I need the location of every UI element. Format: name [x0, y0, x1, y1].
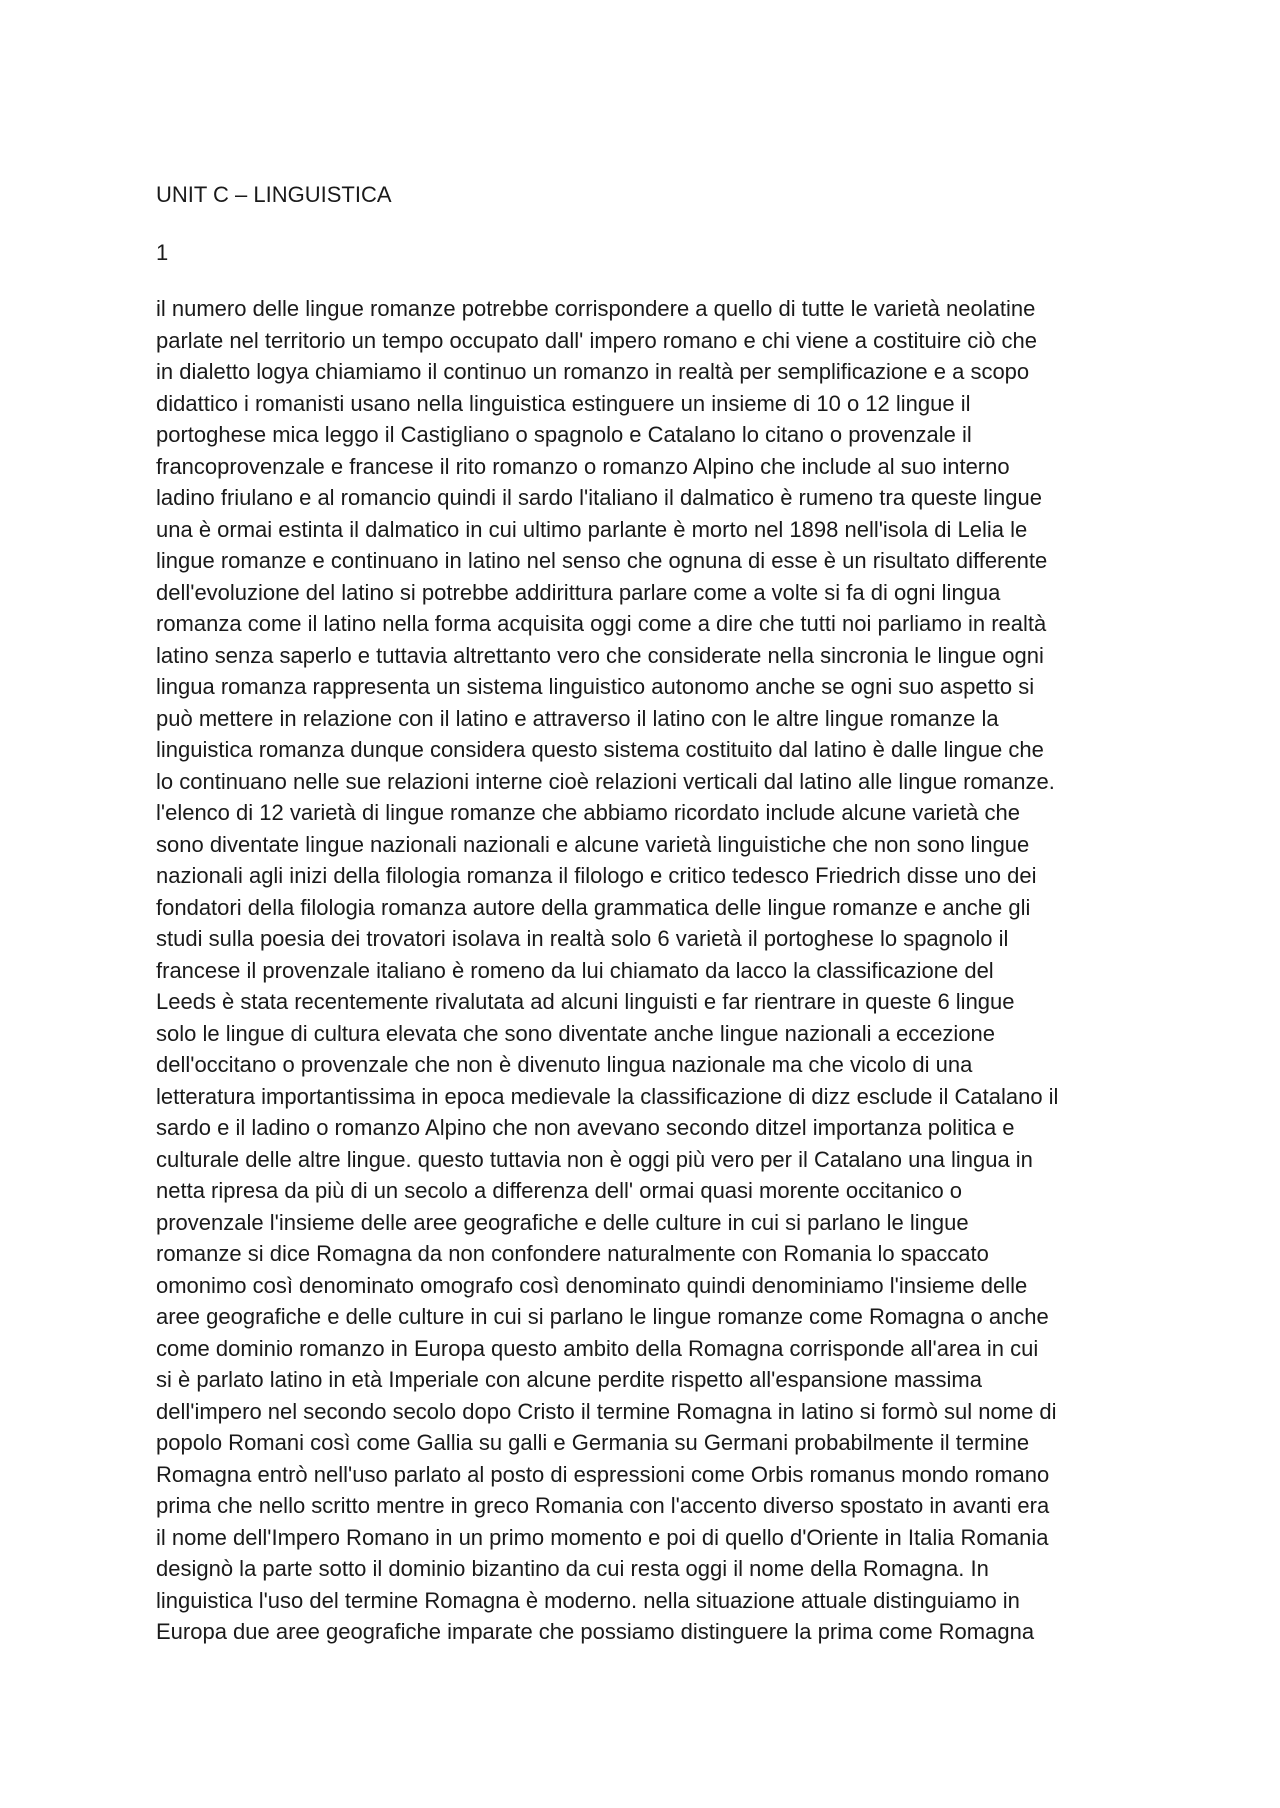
text-line: fondatori della filologia romanza autore della grammatica delle lingue romanze e anche gli	[156, 894, 1031, 920]
text-line: francoprovenzale e francese il rito romanzo o romanzo Alpino che include al suo interno	[156, 453, 1010, 479]
text-line: Romagna entrò nell'uso parlato al posto di espressioni come Orbis romanus mondo romano	[156, 1461, 1050, 1487]
text-line: il numero delle lingue romanze potrebbe corrispondere a quello di tutte le varietà neolatine	[156, 296, 1036, 321]
text-line: solo le lingue di cultura elevata che sono diventate anche lingue nazionali a eccezione	[156, 1020, 996, 1046]
page-number: 1	[156, 240, 169, 265]
text-line: designò la parte sotto il dominio bizantino da cui resta oggi il nome della Romagna. In	[156, 1556, 989, 1581]
text-line: il nome dell'Impero Romano in un primo momento e poi di quello d'Oriente in Italia Romania	[156, 1524, 1049, 1550]
document-title: UNIT C – LINGUISTICA	[156, 182, 392, 207]
text-line: l'elenco di 12 varietà di lingue romanze che abbiamo ricordato include alcune varietà che	[156, 800, 1020, 825]
text-line: Europa due aree geografiche imparate che possiamo distinguere la prima come Romagna	[156, 1619, 1035, 1644]
text-line: didattico i romanisti usano nella linguistica estinguere un insieme di 10 o 12 lingue il	[156, 390, 971, 416]
text-line: linguistica romanza dunque considera questo sistema costituito dal latino è dalle lingue che	[156, 737, 1044, 762]
text-line: francese il provenzale italiano è romeno da lui chiamato da lacco la classificazione del	[156, 957, 994, 983]
text-line: prima che nello scritto mentre in greco Romania con l'accento diverso spostato in avanti era	[156, 1493, 1050, 1518]
text-line: nazionali agli inizi della filologia romanza il filologo e critico tedesco Friedrich disse uno dei	[156, 863, 1037, 888]
text-line: Leeds è stata recentemente rivalutata ad alcuni linguisti e far rientrare in queste 6 lingue	[156, 989, 1015, 1014]
text-line: sardo e il ladino o romanzo Alpino che non avevano secondo ditzel importanza politica e	[156, 1115, 1015, 1140]
text-line: ladino friulano e al romancio quindi il sardo l'italiano il dalmatico è rumeno tra queste lingue	[156, 485, 1042, 510]
body-text	[156, 293, 1146, 1648]
text-line: lingua romanza rappresenta un sistema linguistico autonomo anche se ogni suo aspetto si	[156, 674, 1035, 699]
text-line: lo continuano nelle sue relazioni interne cioè relazioni verticali dal latino alle lingue romanze.	[156, 768, 1055, 794]
text-line: dell'occitano o provenzale che non è divenuto lingua nazionale ma che vicolo di una	[156, 1052, 973, 1077]
text-line: provenzale l'insieme delle aree geografiche e delle culture in cui si parlano le lingue	[156, 1209, 969, 1235]
text-line: come dominio romanzo in Europa questo ambito della Romagna corrisponde all'area in cui	[156, 1335, 1039, 1361]
text-line: aree geografiche e delle culture in cui si parlano le lingue romanze come Romagna o anche	[156, 1304, 1049, 1329]
text-line: letteratura importantissima in epoca medievale la classificazione di dizz esclude il Catalano il	[156, 1083, 1059, 1109]
text-line: dell'impero nel secondo secolo dopo Cristo il termine Romagna in latino si formò sul nome di	[156, 1398, 1057, 1424]
text-line: in dialetto logya chiamiamo il continuo un romanzo in realtà per semplificazione e a scopo	[156, 359, 1030, 384]
text-line: romanze si dice Romagna da non confondere naturalmente con Romania lo spaccato	[156, 1241, 989, 1266]
text-line: linguistica l'uso del termine Romagna è moderno. nella situazione attuale distinguiamo in	[156, 1587, 1020, 1613]
text-line: portoghese mica leggo il Castigliano o spagnolo e Catalano lo citano o provenzale il	[156, 422, 972, 447]
text-line: può mettere in relazione con il latino e attraverso il latino con le altre lingue romanze la	[156, 705, 999, 731]
text-line: popolo Romani così come Gallia su galli e Germania su Germani probabilmente il termine	[156, 1430, 1030, 1455]
text-line: romanza come il latino nella forma acquisita oggi come a dire che tutti noi parliamo in realtà	[156, 611, 1047, 636]
text-line: studi sulla poesia dei trovatori isolava in realtà solo 6 varietà il portoghese lo spagnolo il	[156, 926, 1009, 951]
text-line: dell'evoluzione del latino si potrebbe addirittura parlare come a volte si fa di ogni lingua	[156, 579, 1001, 605]
text-line: lingue romanze e continuano in latino nel senso che ognuna di esse è un risultato differente	[156, 548, 1048, 573]
text-line: si è parlato latino in età Imperiale con alcune perdite rispetto all'espansione massima	[156, 1367, 982, 1392]
text-line: parlate nel territorio un tempo occupato dall' impero romano e chi viene a costituire ciò che	[156, 327, 1037, 353]
text-line: latino senza saperlo e tuttavia altrettanto vero che considerate nella sincronia le lingue ogni	[156, 642, 1044, 668]
text-line: sono diventate lingue nazionali nazionali e alcune varietà linguistiche che non sono lingue	[156, 831, 1030, 857]
text-line: omonimo così denominato omografo così denominato quindi denominiamo l'insieme delle	[156, 1272, 1028, 1298]
text-line: netta ripresa da più di un secolo a differenza dell' ormai quasi morente occitanico o	[156, 1178, 963, 1203]
text-line: culturale delle altre lingue. questo tuttavia non è oggi più vero per il Catalano una lingua in	[156, 1146, 1033, 1172]
text-line: una è ormai estinta il dalmatico in cui ultimo parlante è morto nel 1898 nell'isola di Lelia le	[156, 516, 1028, 542]
